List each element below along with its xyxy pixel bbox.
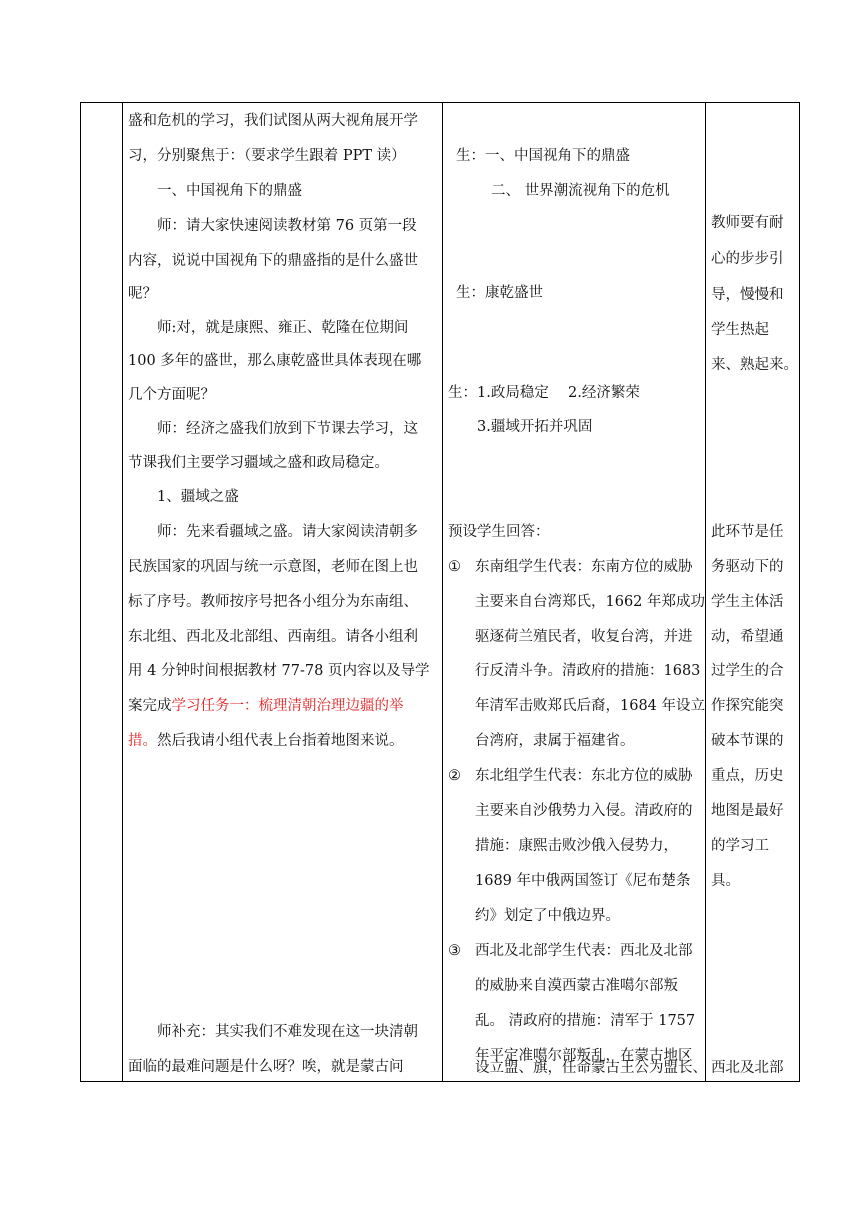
text-line: 年清军击败郑氏后裔，1684 年设立 (475, 698, 706, 714)
text-line: 呢？ (128, 286, 157, 302)
text-line: 东北组学生代表：东北方位的威胁 (475, 768, 693, 784)
list-marker: ① (448, 559, 461, 575)
text-line: 标了序号。教师按序号把各小组分为东南组、 (128, 594, 418, 610)
text-line: 地图是最好 (711, 803, 784, 819)
text-line: 的威胁来自漠西蒙古准噶尔部叛 (475, 978, 678, 994)
text-line: 年平定准噶尔部叛乱，在蒙古地区 (475, 1048, 693, 1064)
text-line: 导，慢慢和 (711, 287, 784, 303)
text-line: 行反清斗争。清政府的措施：1683 (475, 663, 701, 679)
text-line: 师:对，就是康熙、雍正、乾隆在位期间 (157, 320, 409, 336)
section-heading: 1、疆域之盛 (157, 489, 239, 505)
text-line: 盛和危机的学习，我们试图从两大视角展开学 (128, 113, 418, 129)
text-line: 内容，说说中国视角下的鼎盛指的是什么盛世 (128, 253, 418, 269)
text-line: 东北组、西北及北部组、西南组。请各小组利 (128, 629, 418, 645)
text-line: 驱逐荷兰殖民者，收复台湾，并进 (475, 629, 693, 645)
text-line: 面临的最难问题是什么呀？唉，就是蒙古问 (128, 1059, 404, 1075)
text-line: 具。 (711, 873, 740, 889)
text-line: 100 多年的盛世，那么康乾盛世具体表现在哪 (128, 353, 422, 369)
text-line: 生：1.政局稳定 (448, 385, 549, 401)
text-line: 3.疆域开拓并巩固 (477, 419, 593, 435)
text-line: 2.经济繁荣 (568, 385, 640, 401)
text-line: 作探究能突 (711, 698, 784, 714)
column-divider (122, 102, 123, 1082)
text-line: 动，希望通 (711, 629, 784, 645)
text-line: 此环节是任 (711, 524, 784, 540)
text-line: 二、 世界潮流视角下的危机 (491, 183, 670, 199)
text-line: 台湾府，隶属于福建省。 (475, 733, 635, 749)
text-line: 几个方面呢？ (128, 387, 215, 403)
text-line: 民族国家的巩固与统一示意图，老师在图上也 (128, 559, 418, 575)
text-line: 生：康乾盛世 (456, 285, 543, 301)
text-line: 预设学生回答： (448, 524, 550, 540)
text-line: 用 4 分钟时间根据教材 77-78 页内容以及导学 (128, 663, 430, 679)
section-heading: 一、中国视角下的鼎盛 (157, 183, 302, 199)
text-line: 学生主体活 (711, 594, 784, 610)
task-highlight: 措。 (128, 733, 157, 749)
text-line: 乱。 清政府的措施：清军于 1757 (475, 1013, 696, 1029)
list-marker: ② (448, 768, 461, 784)
text-line: 师：请大家快速阅读教材第 76 页第一段 (157, 218, 417, 234)
text-line: 主要来自台湾郑氏，1662 年郑成功 (475, 594, 706, 610)
text-line: 心的步步引 (711, 251, 784, 267)
text-line: 教师要有耐 (711, 215, 784, 231)
text-line: 东南组学生代表：东南方位的威胁 (475, 559, 693, 575)
text-line: 西北及北部 (711, 1060, 784, 1076)
text-line: 师：经济之盛我们放到下节课去学习，这 (157, 421, 418, 437)
text-span: 然后我请小组代表上台指着地图来说。 (157, 733, 404, 749)
task-highlight: 学习任务一：梳理清朝治理边疆的举 (171, 698, 404, 714)
text-line (128, 731, 404, 751)
text-line: 节课我们主要学习疆域之盛和政局稳定。 (128, 455, 389, 471)
text-line: 设立盟、旗，任命蒙古王公为盟长、 (475, 1060, 707, 1076)
text-line: 主要来自沙俄势力入侵。清政府的 (475, 803, 693, 819)
text-line: 的学习工 (711, 838, 769, 854)
text-line: 措施：康熙击败沙俄入侵势力， (475, 838, 678, 854)
text-line: 习，分别聚焦于：（要求学生跟着 PPT 读） (128, 148, 406, 164)
text-line (128, 696, 404, 716)
text-line: 1689 年中俄两国签订《尼布楚条 (475, 873, 691, 889)
text-line: 重点，历史 (711, 768, 784, 784)
column-divider (442, 102, 443, 1082)
text-line: 来、熟起来。 (711, 357, 798, 373)
list-marker: ③ (448, 943, 461, 959)
text-line: 师：先来看疆域之盛。请大家阅读清朝多 (157, 524, 418, 540)
text-line: 过学生的合 (711, 663, 784, 679)
text-line: 破本节课的 (711, 733, 784, 749)
text-line: 学生热起 (711, 322, 769, 338)
text-line: 西北及北部学生代表：西北及北部 (475, 943, 693, 959)
text-line: 务驱动下的 (711, 559, 784, 575)
text-span: 案完成 (128, 698, 172, 714)
column-divider (705, 102, 706, 1082)
text-line: 生：一、中国视角下的鼎盛 (456, 148, 630, 164)
text-line: 师补充：其实我们不难发现在这一块清朝 (157, 1024, 418, 1040)
text-line: 约》划定了中俄边界。 (475, 908, 620, 924)
